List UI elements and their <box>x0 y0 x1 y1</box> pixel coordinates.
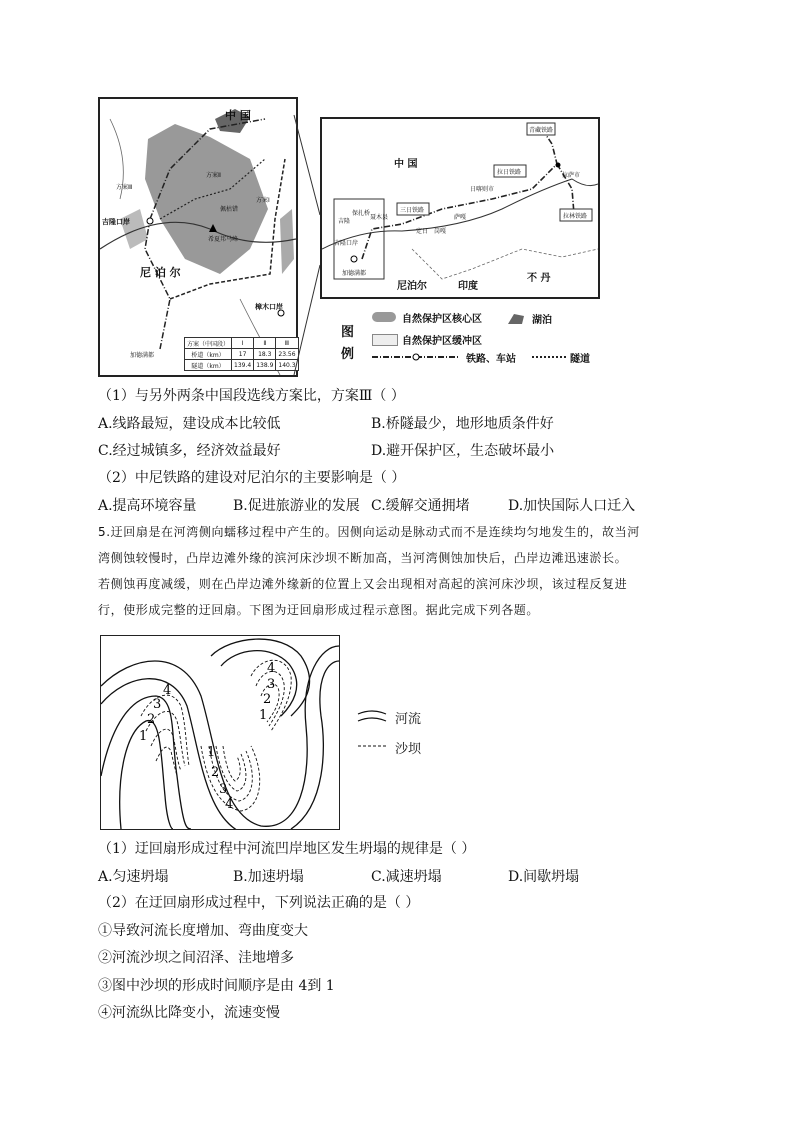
label-peiku: 佩枯错 <box>220 206 239 213</box>
legend-swatch-core <box>372 312 396 322</box>
bar-number-2: 2 <box>211 765 220 780</box>
station-label: 拉林铁路 <box>563 213 588 220</box>
station-label: 萨嘎 <box>454 214 467 221</box>
label-plan1: 方案Ⅰ <box>256 197 270 204</box>
q4-sub1-option-a[interactable]: A.线路最短，建设成本比较低 <box>98 416 281 432</box>
bar-number-4: 4 <box>225 797 234 812</box>
legend-item: 自然保护区核心区 <box>402 314 482 325</box>
q4-sub2-stem: （2）中尼铁路的建设对尼泊尔的主要影响是（ ） <box>98 470 406 486</box>
table-cell: 139.4 <box>232 360 254 371</box>
label-india: 印度 <box>458 281 478 292</box>
bar-number-3: 3 <box>219 782 228 797</box>
table-cell: 138.9 <box>254 360 276 371</box>
left-map <box>98 97 298 377</box>
scheme-table <box>184 337 299 371</box>
q5-statement-3: ③图中沙坝的形成时间顺序是由 4到 1 <box>98 978 335 994</box>
label-plan3: 方案Ⅲ <box>116 184 133 191</box>
q5-sub1-stem: （1）迂回扇形成过程中河流凹岸地区发生坍塌的规律是（ ） <box>98 841 476 857</box>
table-cell: 隧道（km） <box>185 360 232 371</box>
q4-sub1-option-b[interactable]: B.桥隧最少，地形地质条件好 <box>371 416 554 432</box>
bar-number-4: 4 <box>267 661 276 676</box>
label-nepal: 尼泊尔 <box>397 281 427 292</box>
station-label: 聂木县 <box>370 214 389 221</box>
label-plan2: 方案Ⅱ <box>206 172 221 179</box>
q4-sub2-option-c[interactable]: C.缓解交通拥堵 <box>371 498 470 514</box>
label-china: 中 国 <box>225 109 251 122</box>
table-cell: Ⅰ <box>232 338 254 349</box>
legend-item: 隧道 <box>570 354 590 365</box>
label-kathmandu: 加德满都 <box>130 352 155 359</box>
right-map-drawing <box>322 119 598 297</box>
q4-sub2-option-d[interactable]: D.加快国际人口迁入 <box>508 498 636 514</box>
table-row <box>185 360 299 371</box>
station-marker <box>147 218 153 224</box>
bar-number-3: 3 <box>153 697 162 712</box>
station-label: 加德满都 <box>342 270 367 277</box>
station-label: 吉隆 <box>338 218 351 225</box>
label-bhutan: 不 丹 <box>527 273 551 284</box>
q5-intro-line: 5.迂回扇是在河湾侧向蠕移过程中产生的。因侧向运动是脉动式而不是连续均匀地发生的，故当河 <box>98 525 640 539</box>
legend <box>372 312 602 372</box>
table-cell: Ⅲ <box>276 338 298 349</box>
bar-number-1: 1 <box>207 745 216 760</box>
legend-swatch-lake <box>506 312 526 326</box>
label-peak: 希夏邦马峰 <box>208 236 239 243</box>
legend-item: 自然保护区缓冲区 <box>402 336 482 347</box>
table-cell: 140.3 <box>276 360 298 371</box>
q5-statement-1: ①导致河流长度增加、弯曲度变大 <box>98 923 308 939</box>
q4-sub2-option-a[interactable]: A.提高环境容量 <box>98 498 197 514</box>
q4-sub1-stem: （1）与另外两条中国段选线方案比，方案Ⅲ（ ） <box>98 388 405 404</box>
table-cell: Ⅱ <box>254 338 276 349</box>
q5-statement-4: ④河流纵比降变小，流速变慢 <box>98 1005 280 1021</box>
bar-number-4: 4 <box>163 683 172 698</box>
label-nepal: 尼 泊 尔 <box>140 266 181 279</box>
bar-number-3: 3 <box>267 677 276 692</box>
station-label: 三日铁路 <box>400 207 425 214</box>
q5-statement-2: ②河流沙坝之间沼泽、洼地增多 <box>98 950 294 966</box>
legend-swatch-tunnel <box>532 352 572 362</box>
railway-line <box>362 129 557 259</box>
q5-sub1-option-d[interactable]: D.间歇坍塌 <box>508 869 580 885</box>
river-banks <box>101 639 339 829</box>
table-cell: 23.56 <box>276 349 298 360</box>
table-cell: 18.3 <box>254 349 276 360</box>
legend-item: 湖泊 <box>532 315 552 326</box>
q5-sub2-stem: （2）在迂回扇形成过程中，下列说法正确的是（ ） <box>98 895 420 911</box>
station-marker <box>351 256 357 262</box>
label-china: 中 国 <box>394 159 418 170</box>
table-cell: 17 <box>232 349 254 360</box>
label-jilong: 吉隆口岸 <box>102 218 130 226</box>
bar-number-2: 2 <box>263 692 272 707</box>
q5-intro <box>98 519 708 623</box>
sandbar-legend-symbol <box>356 742 388 750</box>
river-legend-label: 河流 <box>395 712 422 727</box>
border-line <box>412 249 598 279</box>
station-label: 青藏铁路 <box>529 127 554 134</box>
q5-sub1-option-c[interactable]: C.减速坍塌 <box>371 869 442 885</box>
reserve-core-area <box>145 124 268 274</box>
left-map-drawing <box>100 99 296 375</box>
table-header-row <box>185 338 299 349</box>
station-label: 保扎桥 <box>352 210 371 217</box>
meander-figure <box>100 635 340 830</box>
bar-number-1: 1 <box>259 708 268 723</box>
river-legend-symbol <box>356 710 388 724</box>
q4-sub1-option-d[interactable]: D.避开保护区，生态破坏最小 <box>371 443 555 459</box>
table-cell: 方案（中国段） <box>185 338 232 349</box>
meander-drawing <box>101 636 339 829</box>
station-label: 日喀则市 <box>470 186 495 193</box>
q4-sub2-option-b[interactable]: B.促进旅游业的发展 <box>233 498 360 514</box>
q4-sub1-option-c[interactable]: C.经过城镇多，经济效益最好 <box>98 443 281 459</box>
q5-intro-line: 湾侧蚀较慢时，凸岸边滩外缘的滨河床沙坝不断加高，当河湾侧蚀加快后，凸岸边滩迅速淤长。 <box>98 551 628 565</box>
q5-sub1-option-a[interactable]: A.匀速坍塌 <box>98 869 169 885</box>
legend-swatch-railway <box>372 352 462 362</box>
station-label: 拉萨市 <box>562 172 581 179</box>
right-map <box>320 117 600 299</box>
railway-line <box>145 219 170 349</box>
q5-intro-line: 若侧蚀再度减缓，则在凸岸边滩外缘新的位置上又会出现相对高起的滨河床沙坝，该过程反复进 <box>98 577 628 591</box>
legend-swatch-buffer <box>372 334 398 346</box>
station-marker <box>556 163 561 168</box>
station-label: 吉隆口岸 <box>334 240 359 247</box>
legend-title <box>341 322 355 366</box>
station-label: 定日 <box>416 228 429 235</box>
station-label: 岗嘎 <box>434 228 447 235</box>
label-zhangmu: 樟木口岸 <box>255 303 283 311</box>
table-row <box>185 349 299 360</box>
q5-intro-line: 行，使形成完整的迂回扇。下图为迂回扇形成过程示意图。据此完成下列各题。 <box>98 603 540 617</box>
bar-number-2: 2 <box>147 712 156 727</box>
station-label: 拉日铁路 <box>497 169 522 176</box>
bar-number-1: 1 <box>139 729 148 744</box>
sandbar-legend-label: 沙坝 <box>395 742 422 757</box>
legend-title-text: 图 例 <box>341 325 355 362</box>
table-cell: 桥道（km） <box>185 349 232 360</box>
reserve-patch <box>120 209 148 249</box>
legend-item: 铁路、车站 <box>466 354 516 365</box>
q5-sub1-option-b[interactable]: B.加速坍塌 <box>233 869 304 885</box>
